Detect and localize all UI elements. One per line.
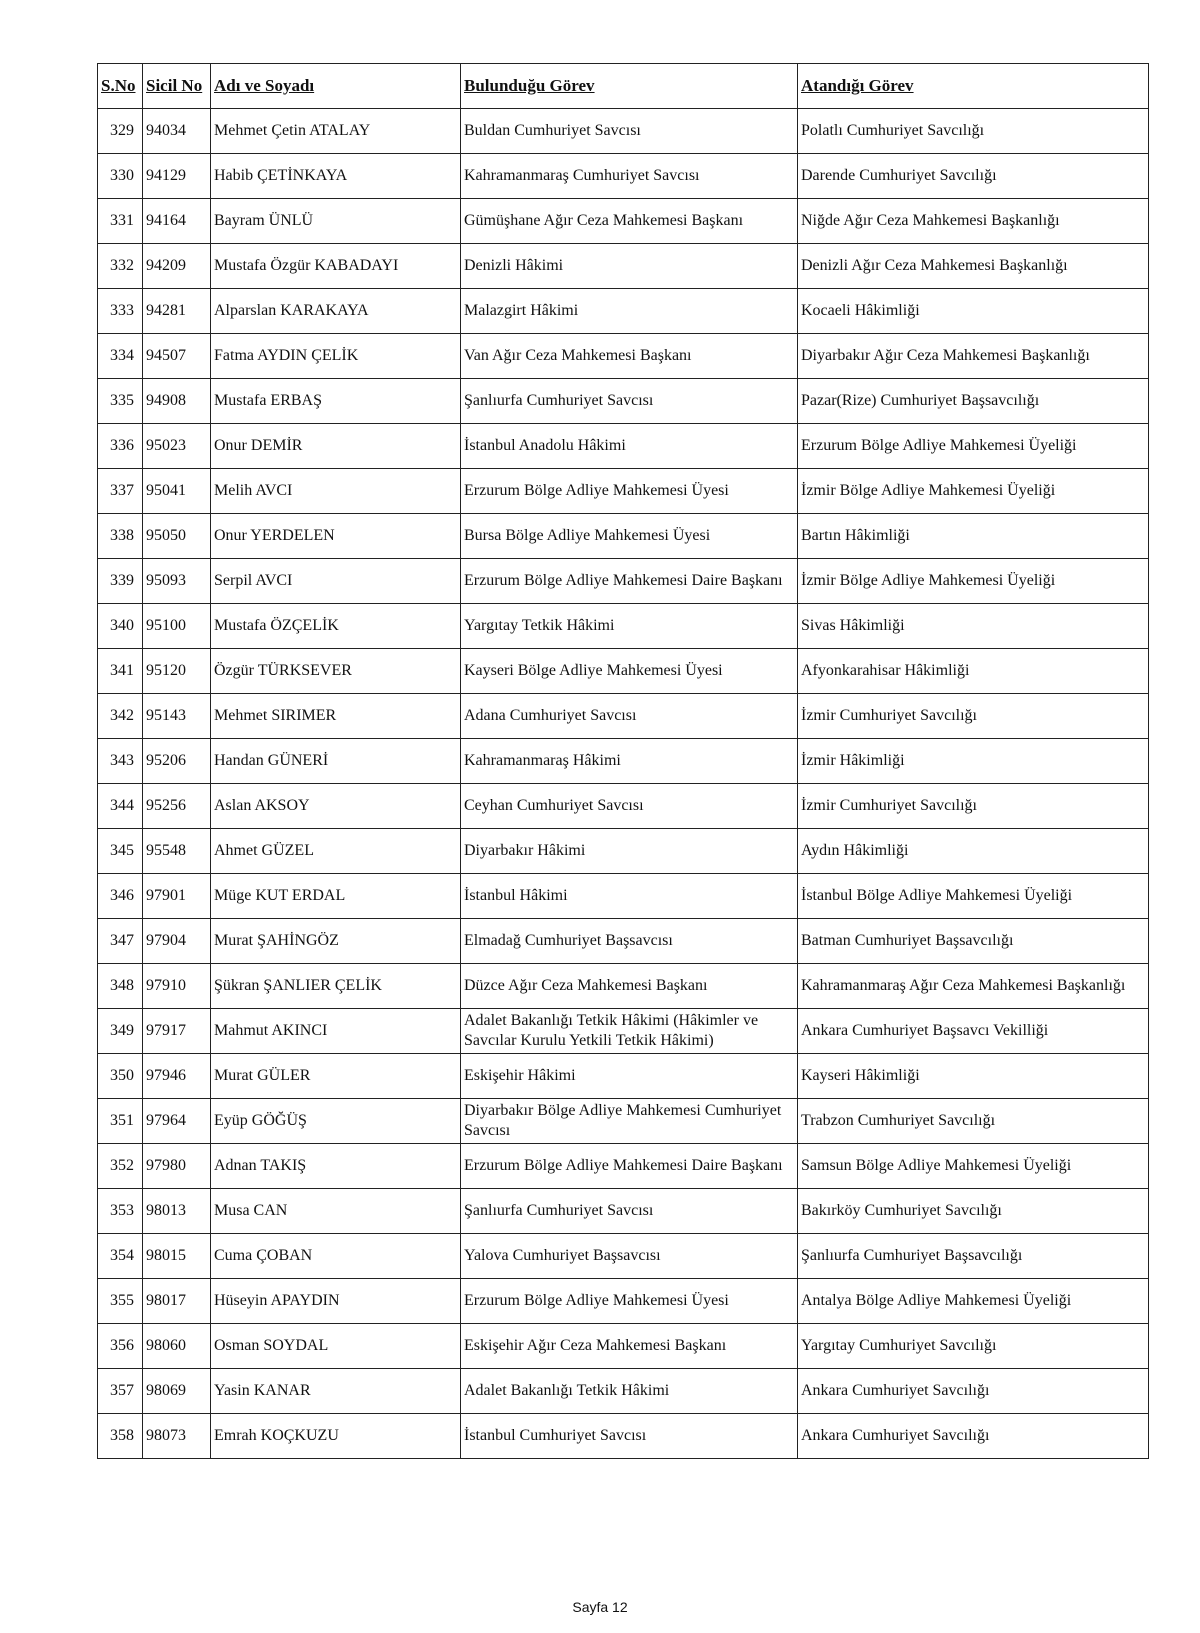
cell-assigned-position: Ankara Cumhuriyet Başsavcı Vekilliği — [798, 1009, 1149, 1054]
table-row — [98, 694, 1149, 739]
cell-sno: 347 — [98, 919, 143, 964]
cell-assigned-position: Darende Cumhuriyet Savcılığı — [798, 154, 1149, 199]
cell-sno: 345 — [98, 829, 143, 874]
table-row — [98, 559, 1149, 604]
cell-sno: 344 — [98, 784, 143, 829]
cell-name: Melih AVCI — [211, 469, 461, 514]
cell-sicil-no: 98069 — [143, 1369, 211, 1414]
cell-assigned-position: Kayseri Hâkimliği — [798, 1054, 1149, 1099]
cell-current-position: Erzurum Bölge Adliye Mahkemesi Daire Başkanı — [461, 1144, 798, 1189]
cell-name: Osman SOYDAL — [211, 1324, 461, 1369]
table-row — [98, 424, 1149, 469]
cell-assigned-position: İzmir Cumhuriyet Savcılığı — [798, 694, 1149, 739]
table-row — [98, 1369, 1149, 1414]
cell-current-position: İstanbul Cumhuriyet Savcısı — [461, 1414, 798, 1459]
cell-assigned-position: İzmir Cumhuriyet Savcılığı — [798, 784, 1149, 829]
cell-sno: 348 — [98, 964, 143, 1009]
cell-current-position: Erzurum Bölge Adliye Mahkemesi Üyesi — [461, 469, 798, 514]
header-sno: S.No — [98, 64, 143, 109]
cell-name: Habib ÇETİNKAYA — [211, 154, 461, 199]
cell-name: Handan GÜNERİ — [211, 739, 461, 784]
cell-sno: 341 — [98, 649, 143, 694]
cell-assigned-position: Ankara Cumhuriyet Savcılığı — [798, 1414, 1149, 1459]
cell-sno: 338 — [98, 514, 143, 559]
cell-sno: 346 — [98, 874, 143, 919]
cell-name: Mehmet Çetin ATALAY — [211, 109, 461, 154]
cell-current-position: Düzce Ağır Ceza Mahkemesi Başkanı — [461, 964, 798, 1009]
table-body — [98, 109, 1149, 1459]
cell-sno: 357 — [98, 1369, 143, 1414]
cell-assigned-position: Kocaeli Hâkimliği — [798, 289, 1149, 334]
cell-current-position: İstanbul Hâkimi — [461, 874, 798, 919]
cell-sno: 332 — [98, 244, 143, 289]
table-row — [98, 1234, 1149, 1279]
cell-sno: 333 — [98, 289, 143, 334]
cell-name: Cuma ÇOBAN — [211, 1234, 461, 1279]
cell-sicil-no: 97980 — [143, 1144, 211, 1189]
cell-name: Murat ŞAHİNGÖZ — [211, 919, 461, 964]
cell-sicil-no: 97964 — [143, 1099, 211, 1144]
cell-sicil-no: 95093 — [143, 559, 211, 604]
cell-name: Bayram ÜNLÜ — [211, 199, 461, 244]
cell-assigned-position: Trabzon Cumhuriyet Savcılığı — [798, 1099, 1149, 1144]
cell-assigned-position: İzmir Bölge Adliye Mahkemesi Üyeliği — [798, 559, 1149, 604]
cell-sno: 358 — [98, 1414, 143, 1459]
cell-sno: 356 — [98, 1324, 143, 1369]
cell-assigned-position: Afyonkarahisar Hâkimliği — [798, 649, 1149, 694]
header-sicil-no: Sicil No — [143, 64, 211, 109]
cell-name: Eyüp GÖĞÜŞ — [211, 1099, 461, 1144]
cell-sno: 337 — [98, 469, 143, 514]
table-row — [98, 964, 1149, 1009]
table-row — [98, 199, 1149, 244]
cell-sno: 339 — [98, 559, 143, 604]
cell-sno: 354 — [98, 1234, 143, 1279]
cell-sicil-no: 94209 — [143, 244, 211, 289]
cell-assigned-position: İstanbul Bölge Adliye Mahkemesi Üyeliği — [798, 874, 1149, 919]
cell-assigned-position: Polatlı Cumhuriyet Savcılığı — [798, 109, 1149, 154]
cell-current-position: Gümüşhane Ağır Ceza Mahkemesi Başkanı — [461, 199, 798, 244]
cell-name: Mahmut AKINCI — [211, 1009, 461, 1054]
cell-name: Aslan AKSOY — [211, 784, 461, 829]
cell-assigned-position: Kahramanmaraş Ağır Ceza Mahkemesi Başkanlığı — [798, 964, 1149, 1009]
document-page — [97, 63, 1148, 1459]
cell-current-position: Eskişehir Ağır Ceza Mahkemesi Başkanı — [461, 1324, 798, 1369]
cell-sicil-no: 95023 — [143, 424, 211, 469]
table-row — [98, 919, 1149, 964]
cell-assigned-position: Batman Cumhuriyet Başsavcılığı — [798, 919, 1149, 964]
cell-current-position: Yargıtay Tetkik Hâkimi — [461, 604, 798, 649]
table-row — [98, 739, 1149, 784]
cell-assigned-position: Bartın Hâkimliği — [798, 514, 1149, 559]
cell-current-position: Şanlıurfa Cumhuriyet Savcısı — [461, 1189, 798, 1234]
cell-assigned-position: Erzurum Bölge Adliye Mahkemesi Üyeliği — [798, 424, 1149, 469]
cell-sno: 336 — [98, 424, 143, 469]
table-header-row — [98, 64, 1149, 109]
table-row — [98, 289, 1149, 334]
table-row — [98, 514, 1149, 559]
cell-assigned-position: Diyarbakır Ağır Ceza Mahkemesi Başkanlığı — [798, 334, 1149, 379]
cell-assigned-position: Bakırköy Cumhuriyet Savcılığı — [798, 1189, 1149, 1234]
cell-sno: 342 — [98, 694, 143, 739]
cell-current-position: Van Ağır Ceza Mahkemesi Başkanı — [461, 334, 798, 379]
cell-sicil-no: 94034 — [143, 109, 211, 154]
cell-name: Mustafa Özgür KABADAYI — [211, 244, 461, 289]
table-row — [98, 829, 1149, 874]
cell-assigned-position: Pazar(Rize) Cumhuriyet Başsavcılığı — [798, 379, 1149, 424]
cell-sicil-no: 94908 — [143, 379, 211, 424]
cell-current-position: Ceyhan Cumhuriyet Savcısı — [461, 784, 798, 829]
cell-sicil-no: 95050 — [143, 514, 211, 559]
cell-name: Mehmet SIRIMER — [211, 694, 461, 739]
cell-sicil-no: 97946 — [143, 1054, 211, 1099]
cell-current-position: Adana Cumhuriyet Savcısı — [461, 694, 798, 739]
cell-sicil-no: 94129 — [143, 154, 211, 199]
cell-sicil-no: 94164 — [143, 199, 211, 244]
cell-current-position: Denizli Hâkimi — [461, 244, 798, 289]
cell-sno: 343 — [98, 739, 143, 784]
cell-current-position: Şanlıurfa Cumhuriyet Savcısı — [461, 379, 798, 424]
cell-name: Alparslan KARAKAYA — [211, 289, 461, 334]
cell-sicil-no: 98015 — [143, 1234, 211, 1279]
table-row — [98, 1099, 1149, 1144]
cell-current-position: Diyarbakır Bölge Adliye Mahkemesi Cumhuriyet Savcısı — [461, 1099, 798, 1144]
table-row — [98, 604, 1149, 649]
cell-current-position: Malazgirt Hâkimi — [461, 289, 798, 334]
table-row — [98, 109, 1149, 154]
cell-name: Musa CAN — [211, 1189, 461, 1234]
cell-current-position: Erzurum Bölge Adliye Mahkemesi Üyesi — [461, 1279, 798, 1324]
cell-sno: 331 — [98, 199, 143, 244]
cell-current-position: Erzurum Bölge Adliye Mahkemesi Daire Başkanı — [461, 559, 798, 604]
cell-current-position: İstanbul Anadolu Hâkimi — [461, 424, 798, 469]
table-row — [98, 1324, 1149, 1369]
cell-name: Hüseyin APAYDIN — [211, 1279, 461, 1324]
table-row — [98, 244, 1149, 289]
cell-sicil-no: 95100 — [143, 604, 211, 649]
cell-sicil-no: 95256 — [143, 784, 211, 829]
cell-assigned-position: Ankara Cumhuriyet Savcılığı — [798, 1369, 1149, 1414]
cell-sno: 340 — [98, 604, 143, 649]
cell-sno: 329 — [98, 109, 143, 154]
cell-current-position: Buldan Cumhuriyet Savcısı — [461, 109, 798, 154]
cell-assigned-position: İzmir Hâkimliği — [798, 739, 1149, 784]
cell-assigned-position: Antalya Bölge Adliye Mahkemesi Üyeliği — [798, 1279, 1149, 1324]
cell-sno: 350 — [98, 1054, 143, 1099]
cell-name: Özgür TÜRKSEVER — [211, 649, 461, 694]
cell-current-position: Kahramanmaraş Cumhuriyet Savcısı — [461, 154, 798, 199]
table-row — [98, 784, 1149, 829]
cell-sicil-no: 97917 — [143, 1009, 211, 1054]
cell-sicil-no: 98073 — [143, 1414, 211, 1459]
cell-assigned-position: Sivas Hâkimliği — [798, 604, 1149, 649]
cell-name: Şükran ŞANLIER ÇELİK — [211, 964, 461, 1009]
header-assigned-position: Atandığı Görev — [798, 64, 1149, 109]
cell-name: Mustafa ERBAŞ — [211, 379, 461, 424]
cell-sno: 351 — [98, 1099, 143, 1144]
header-current-position: Bulunduğu Görev — [461, 64, 798, 109]
cell-current-position: Adalet Bakanlığı Tetkik Hâkimi (Hâkimler ve Savcılar Kurulu Yetkili Tetkik Hâkimi) — [461, 1009, 798, 1054]
cell-sno: 335 — [98, 379, 143, 424]
cell-sicil-no: 95041 — [143, 469, 211, 514]
cell-assigned-position: Aydın Hâkimliği — [798, 829, 1149, 874]
cell-sicil-no: 98060 — [143, 1324, 211, 1369]
table-row — [98, 334, 1149, 379]
cell-sicil-no: 95143 — [143, 694, 211, 739]
table-row — [98, 1054, 1149, 1099]
cell-assigned-position: Yargıtay Cumhuriyet Savcılığı — [798, 1324, 1149, 1369]
table-row — [98, 1009, 1149, 1054]
cell-sicil-no: 98013 — [143, 1189, 211, 1234]
cell-sno: 353 — [98, 1189, 143, 1234]
cell-assigned-position: Denizli Ağır Ceza Mahkemesi Başkanlığı — [798, 244, 1149, 289]
cell-name: Yasin KANAR — [211, 1369, 461, 1414]
cell-assigned-position: Niğde Ağır Ceza Mahkemesi Başkanlığı — [798, 199, 1149, 244]
cell-name: Murat GÜLER — [211, 1054, 461, 1099]
table-row — [98, 469, 1149, 514]
cell-assigned-position: Samsun Bölge Adliye Mahkemesi Üyeliği — [798, 1144, 1149, 1189]
cell-name: Onur DEMİR — [211, 424, 461, 469]
table-row — [98, 1279, 1149, 1324]
cell-sicil-no: 97910 — [143, 964, 211, 1009]
cell-name: Adnan TAKIŞ — [211, 1144, 461, 1189]
cell-current-position: Eskişehir Hâkimi — [461, 1054, 798, 1099]
cell-sno: 330 — [98, 154, 143, 199]
cell-current-position: Adalet Bakanlığı Tetkik Hâkimi — [461, 1369, 798, 1414]
header-name: Adı ve Soyadı — [211, 64, 461, 109]
cell-sicil-no: 97901 — [143, 874, 211, 919]
appointment-table — [97, 63, 1149, 1459]
cell-name: Serpil AVCI — [211, 559, 461, 604]
cell-assigned-position: Şanlıurfa Cumhuriyet Başsavcılığı — [798, 1234, 1149, 1279]
table-row — [98, 649, 1149, 694]
cell-name: Onur YERDELEN — [211, 514, 461, 559]
cell-current-position: Diyarbakır Hâkimi — [461, 829, 798, 874]
cell-current-position: Kahramanmaraş Hâkimi — [461, 739, 798, 784]
cell-name: Emrah KOÇKUZU — [211, 1414, 461, 1459]
cell-current-position: Elmadağ Cumhuriyet Başsavcısı — [461, 919, 798, 964]
cell-sno: 352 — [98, 1144, 143, 1189]
cell-name: Ahmet GÜZEL — [211, 829, 461, 874]
cell-name: Müge KUT ERDAL — [211, 874, 461, 919]
cell-current-position: Yalova Cumhuriyet Başsavcısı — [461, 1234, 798, 1279]
cell-sicil-no: 94507 — [143, 334, 211, 379]
table-row — [98, 874, 1149, 919]
cell-sicil-no: 95548 — [143, 829, 211, 874]
cell-name: Fatma AYDIN ÇELİK — [211, 334, 461, 379]
cell-current-position: Kayseri Bölge Adliye Mahkemesi Üyesi — [461, 649, 798, 694]
cell-sno: 349 — [98, 1009, 143, 1054]
cell-sicil-no: 97904 — [143, 919, 211, 964]
cell-sno: 355 — [98, 1279, 143, 1324]
cell-sno: 334 — [98, 334, 143, 379]
cell-sicil-no: 98017 — [143, 1279, 211, 1324]
table-row — [98, 1414, 1149, 1459]
cell-sicil-no: 95120 — [143, 649, 211, 694]
table-row — [98, 154, 1149, 199]
table-row — [98, 1144, 1149, 1189]
cell-name: Mustafa ÖZÇELİK — [211, 604, 461, 649]
table-row — [98, 379, 1149, 424]
cell-assigned-position: İzmir Bölge Adliye Mahkemesi Üyeliği — [798, 469, 1149, 514]
cell-sicil-no: 95206 — [143, 739, 211, 784]
cell-sicil-no: 94281 — [143, 289, 211, 334]
page-number: Sayfa 12 — [572, 1599, 628, 1615]
table-row — [98, 1189, 1149, 1234]
cell-current-position: Bursa Bölge Adliye Mahkemesi Üyesi — [461, 514, 798, 559]
